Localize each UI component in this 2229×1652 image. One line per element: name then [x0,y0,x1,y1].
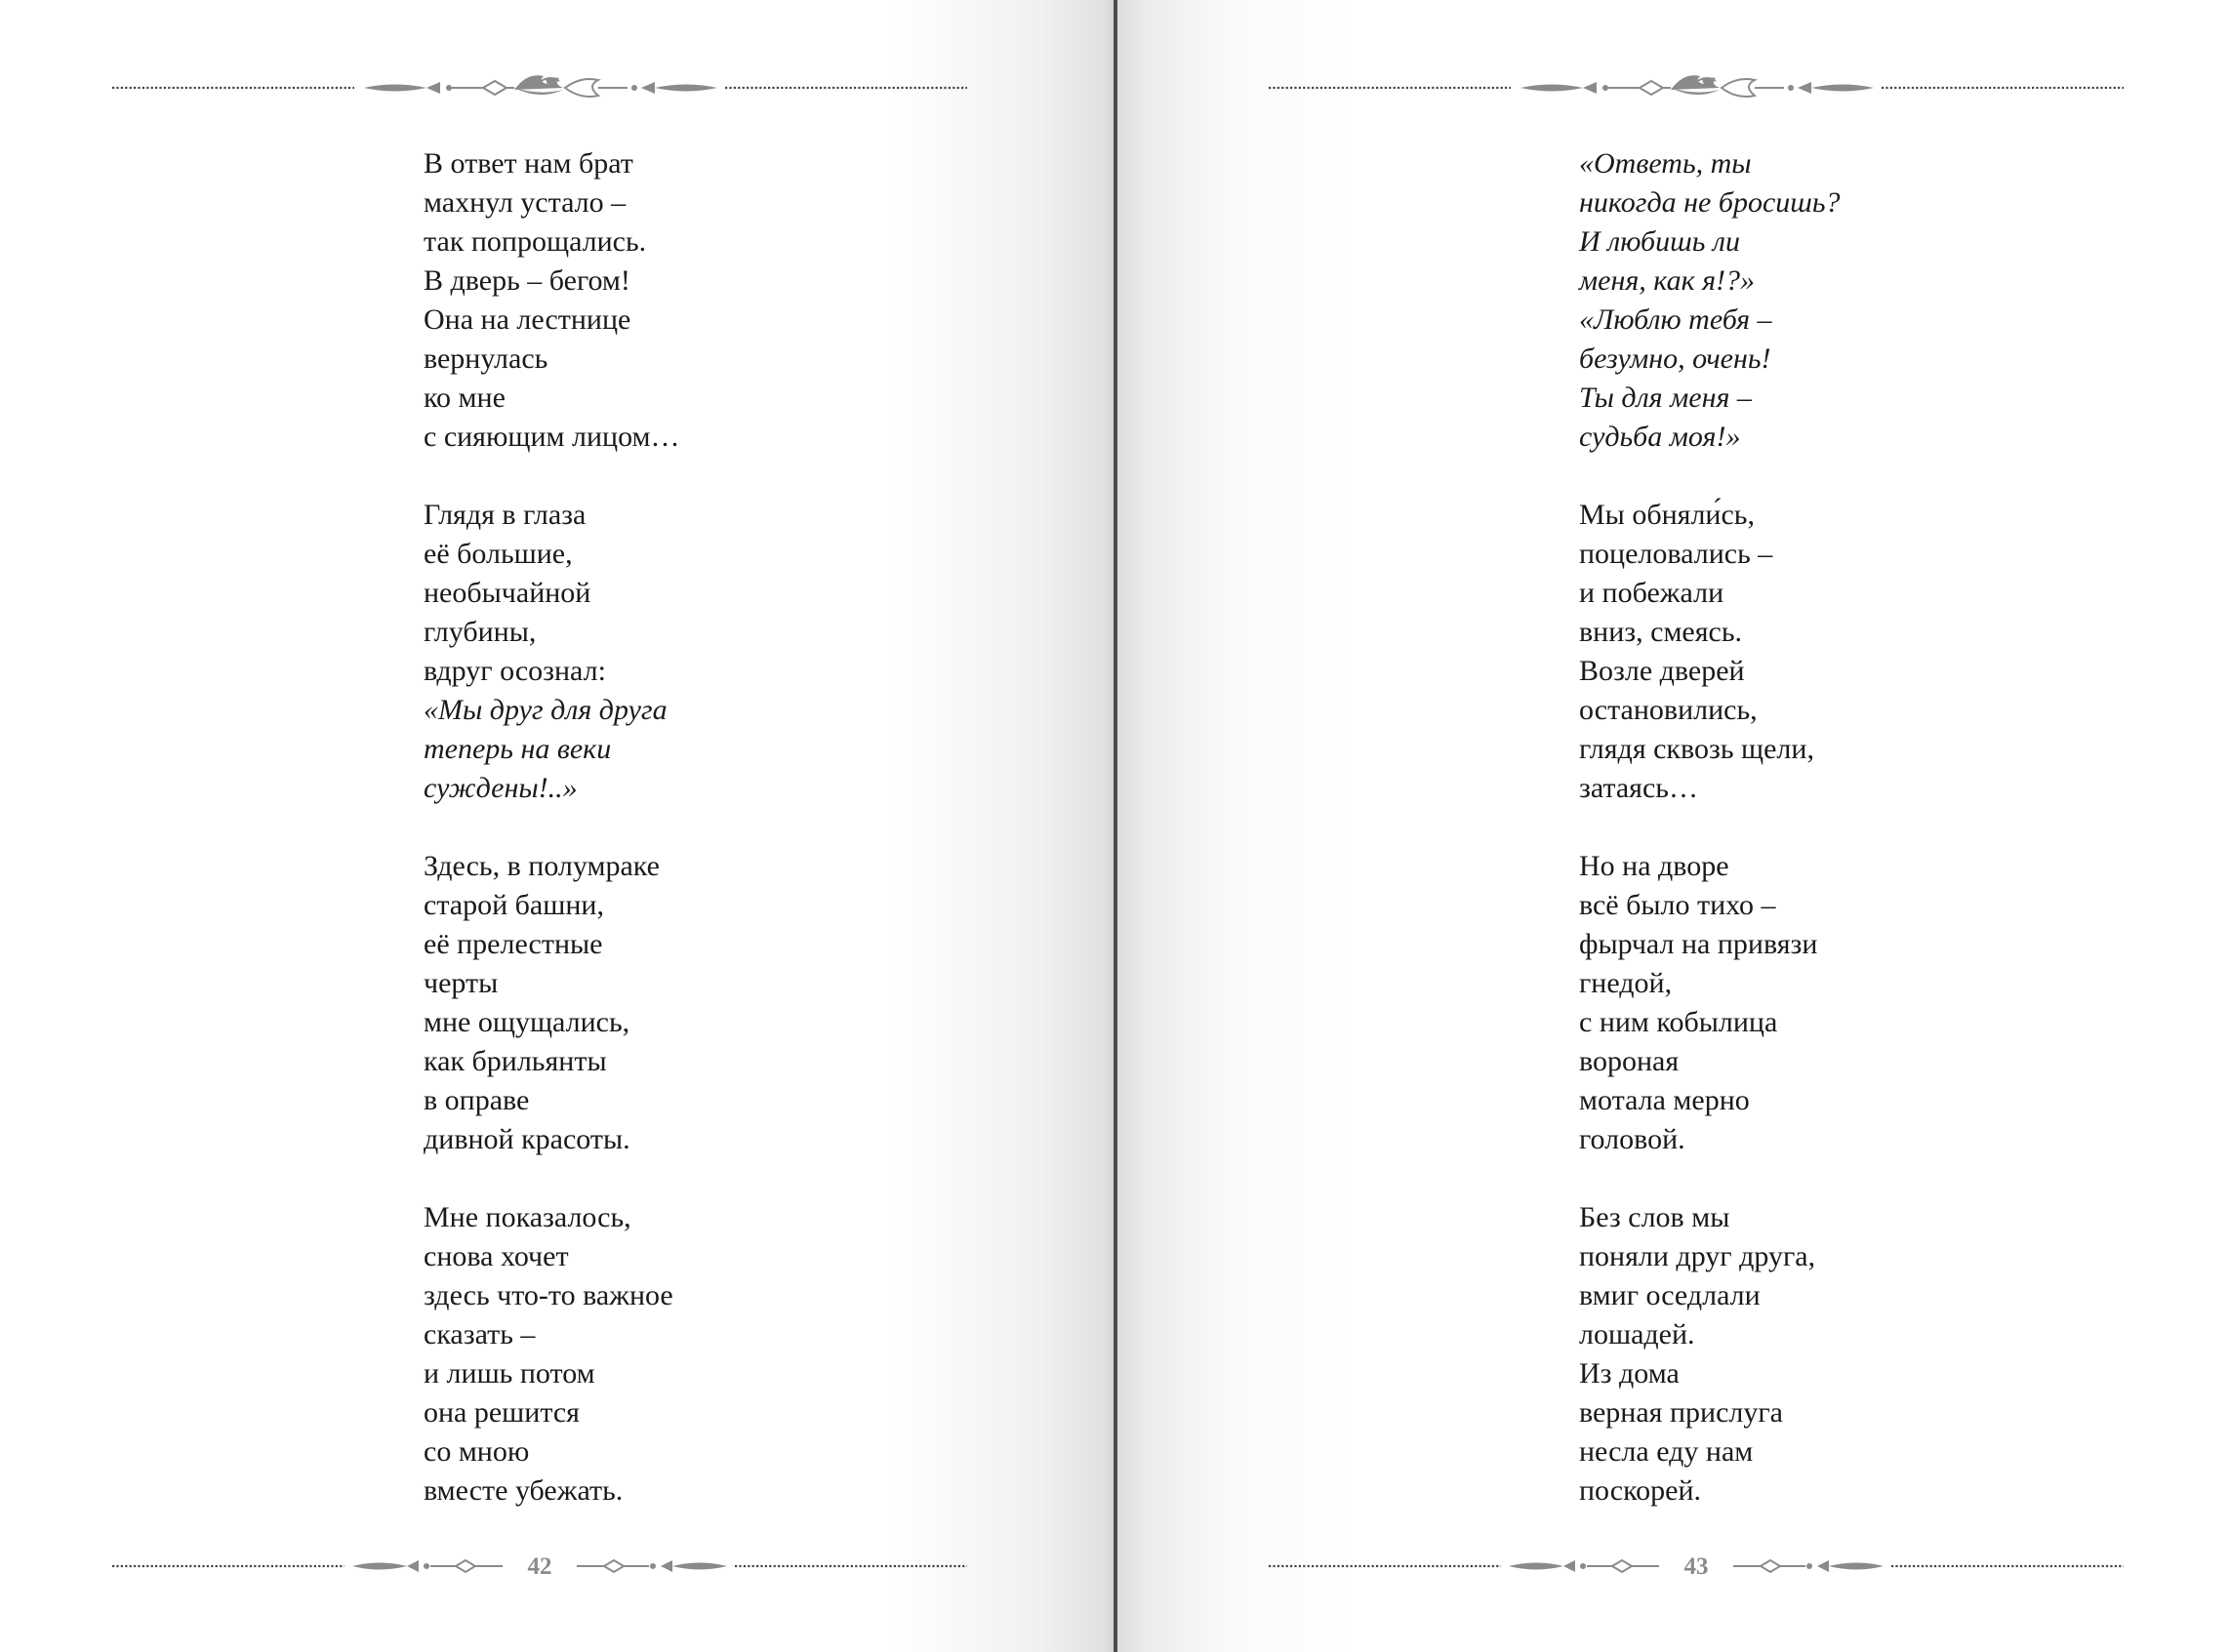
poem-line: судьба моя!» [1579,421,1741,453]
poem-line: всё было тихо – [1579,889,1776,921]
poem-line: головой. [1579,1123,1685,1155]
poem-line: Здесь, в полумраке [424,850,660,882]
poem-line: и побежали [1579,577,1724,609]
poem-line: фырчал на привязи [1579,928,1818,960]
poem-text [1579,144,1841,1550]
poem-line: и лишь потом [424,1357,595,1390]
stanza [1579,1198,1841,1511]
poem-line: черты [424,967,499,999]
stanza [424,144,680,457]
poem-line: её большие, [424,538,573,570]
stanza [1579,144,1841,457]
top-ornament-divider [1269,68,2124,107]
poem-line: остановились, [1579,694,1758,726]
poem-line: «Ответь, ты [1579,147,1752,180]
stanza [424,1198,680,1511]
poem-line: Она на лестнице [424,303,631,336]
poem-line: мне ощущались, [424,1006,630,1038]
poem-line: так попрощались. [424,225,647,258]
page-number: 42 [527,1553,552,1580]
poem-line: здесь что-то важное [424,1279,673,1311]
poem-line: безумно, очень! [1579,342,1771,375]
poem-line: в оправе [424,1084,530,1116]
poem-line: поцеловались – [1579,538,1773,570]
poem-line: В ответ нам брат [424,147,633,180]
poem-line: вороная [1579,1045,1680,1077]
poem-line: ко мне [424,382,506,414]
poem-line: сказать – [424,1318,536,1350]
top-ornament-divider [112,68,967,107]
poem-line: с ним кобылица [1579,1006,1778,1038]
poem-line: как брильянты [424,1045,607,1077]
poem-line: В дверь – бегом! [424,264,630,297]
poem-line: И любишь ли [1579,225,1740,258]
right-page [1114,0,2229,1652]
stanza [424,847,680,1159]
poem-text [424,144,680,1550]
poem-line: вниз, смеясь. [1579,616,1743,648]
poem-line: «Мы друг для друга [424,694,668,726]
poem-line: верная прислуга [1579,1396,1783,1429]
poem-line: дивной красоты. [424,1123,630,1155]
poem-line: она решится [424,1396,580,1429]
poem-line: вмиг оседлали [1579,1279,1761,1311]
book-gutter [1114,0,1117,1652]
poem-line: Мне показалось, [424,1201,631,1233]
poem-line: лошадей. [1579,1318,1695,1350]
poem-line: поняли друг друга, [1579,1240,1816,1272]
poem-line: старой башни, [424,889,604,921]
poem-line: затаясь… [1579,772,1698,804]
poem-line: суждены!..» [424,772,578,804]
poem-line: вдруг осознал: [424,655,606,687]
poem-line: Ты для меня – [1579,382,1752,414]
stanza [424,496,680,808]
poem-line: Но на дворе [1579,850,1729,882]
poem-line: Мы обняли́сь, [1579,499,1755,531]
poem-line: Возле дверей [1579,655,1745,687]
poem-line: с сияющим лицом… [424,421,680,453]
poem-line: вернулась [424,342,548,375]
poem-line: поскорей. [1579,1474,1702,1507]
poem-line: со мною [424,1435,530,1468]
poem-line: гнедой, [1579,967,1673,999]
poem-line: теперь на веки [424,733,612,765]
poem-line: несла еду нам [1579,1435,1754,1468]
poem-line: никогда не бросишь? [1579,186,1841,219]
poem-line: Без слов мы [1579,1201,1730,1233]
page-number: 43 [1683,1553,1709,1580]
poem-line: Глядя в глаза [424,499,587,531]
stanza [1579,496,1841,808]
poem-line: глядя сквозь щели, [1579,733,1814,765]
poem-line: мотала мерно [1579,1084,1750,1116]
poem-line: «Люблю тебя – [1579,303,1772,336]
poem-line: махнул устало – [424,186,627,219]
stanza [1579,847,1841,1159]
poem-line: меня, как я!?» [1579,264,1756,297]
poem-line: снова хочет [424,1240,569,1272]
left-page [0,0,1114,1652]
poem-line: глубины, [424,616,537,648]
poem-line: Из дома [1579,1357,1680,1390]
poem-line: необычайной [424,577,591,609]
poem-line: её прелестные [424,928,603,960]
poem-line: вместе убежать. [424,1474,624,1507]
